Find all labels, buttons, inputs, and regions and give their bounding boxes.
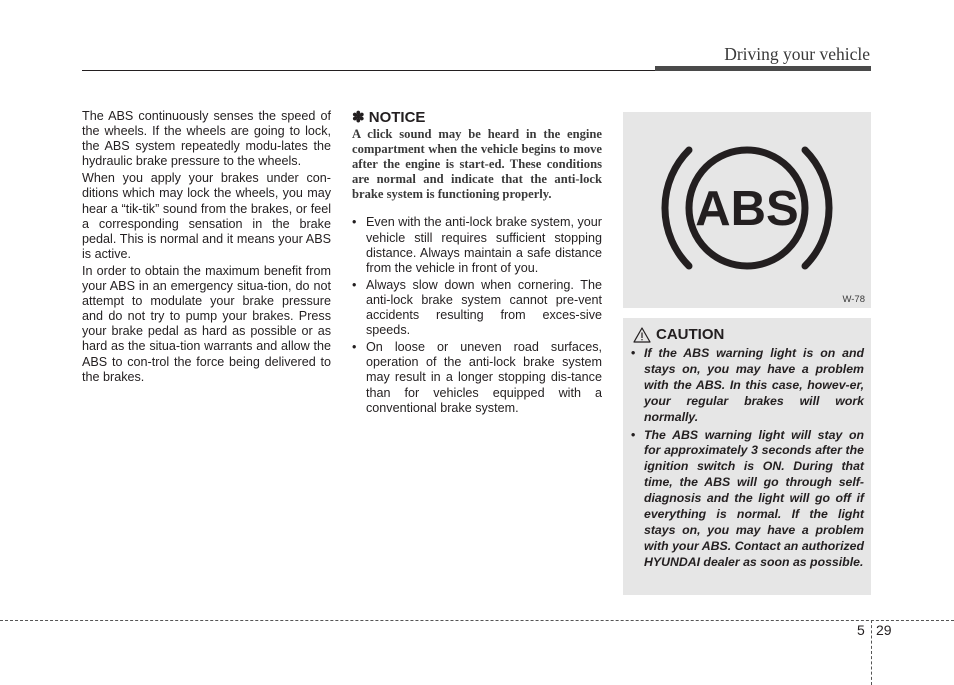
section-number: 5: [857, 622, 865, 638]
abs-warning-light-icon: [623, 112, 871, 308]
body-paragraph: When you apply your brakes under con-ditions which may lock the wheels, you may hear a “tik-tik” sound from the brakes, or feel a corresponding sensation in the brake pedal. This is normal and it means your ABS is active.: [82, 171, 331, 261]
caution-list: [631, 346, 864, 573]
bullet-icon: •: [352, 340, 357, 355]
footer-vertical-divider: [871, 620, 872, 685]
notice-star-icon: ✽: [352, 109, 365, 126]
bullet-icon: •: [631, 427, 636, 442]
list-item: • If the ABS warning light is on and stays on, you may have a problem with the ABS. In this case, howev-er, your regular brakes will work normally.: [631, 346, 864, 424]
body-paragraph: In order to obtain the maximum benefit from your ABS in an emergency situa-tion, do not attempt to modulate your brake pressure and do not try to pump your brakes. Press your brake pedal as hard as possible or as hard as the situa-tion warrants and allow the ABS to con-trol the force being delivered to the brakes.: [82, 263, 331, 384]
header-rule: [82, 70, 655, 71]
header-title: Driving your vehicle: [724, 44, 870, 64]
middle-column: [352, 109, 602, 418]
header-bar: [655, 66, 871, 71]
list-item: • On loose or uneven road surfaces, operation of the anti-lock brake system may result in a longer stopping dis-tance than for vehicles equipped with a conventional brake system.: [352, 340, 602, 415]
abs-figure: [623, 112, 871, 308]
list-item: • The ABS warning light will stay on for approximately 3 seconds after the ignition switch is ON. During that time, the ABS will go through self-diagnosis and the light will go off if everything is normal. If the light stays on, you may have a problem with your ABS. Contact an authorized HYUNDAI dealer as soon as possible.: [631, 427, 864, 569]
bullet-icon: •: [631, 346, 636, 360]
notice-heading: [352, 109, 602, 127]
bullet-icon: •: [352, 215, 357, 230]
abs-label: ABS: [695, 182, 799, 236]
notice-heading-text: NOTICE: [368, 109, 426, 126]
list-item: • Always slow down when cornering. The anti-lock brake system cannot pre-vent accidents resulting from exces-sive speeds.: [352, 277, 602, 338]
caution-heading: [633, 326, 724, 344]
warning-triangle-icon: [633, 327, 651, 343]
notice-body: A click sound may be heard in the engine compartment when the vehicle begins to move after the engine is start-ed. These conditions are normal and indicate that the anti-lock brake system is functioning properly.: [352, 127, 602, 202]
footer-divider: [0, 620, 954, 621]
caution-box: [623, 318, 871, 595]
figure-code: W-78: [842, 294, 865, 305]
left-column: [82, 109, 331, 387]
page-number: 29: [876, 622, 892, 638]
bullet-icon: •: [352, 277, 357, 292]
body-paragraph: The ABS continuously senses the speed of the wheels. If the wheels are going to lock, the ABS system repeatedly modu-lates the hydraulic brake pressure to the wheels.: [82, 109, 331, 169]
list-item: • Even with the anti-lock brake system, your vehicle still requires sufficient stopping distance. Always maintain a safe distance from the vehicle in front of you.: [352, 215, 602, 275]
caution-heading-text: CAUTION: [656, 326, 725, 343]
bullet-list: [352, 215, 602, 415]
